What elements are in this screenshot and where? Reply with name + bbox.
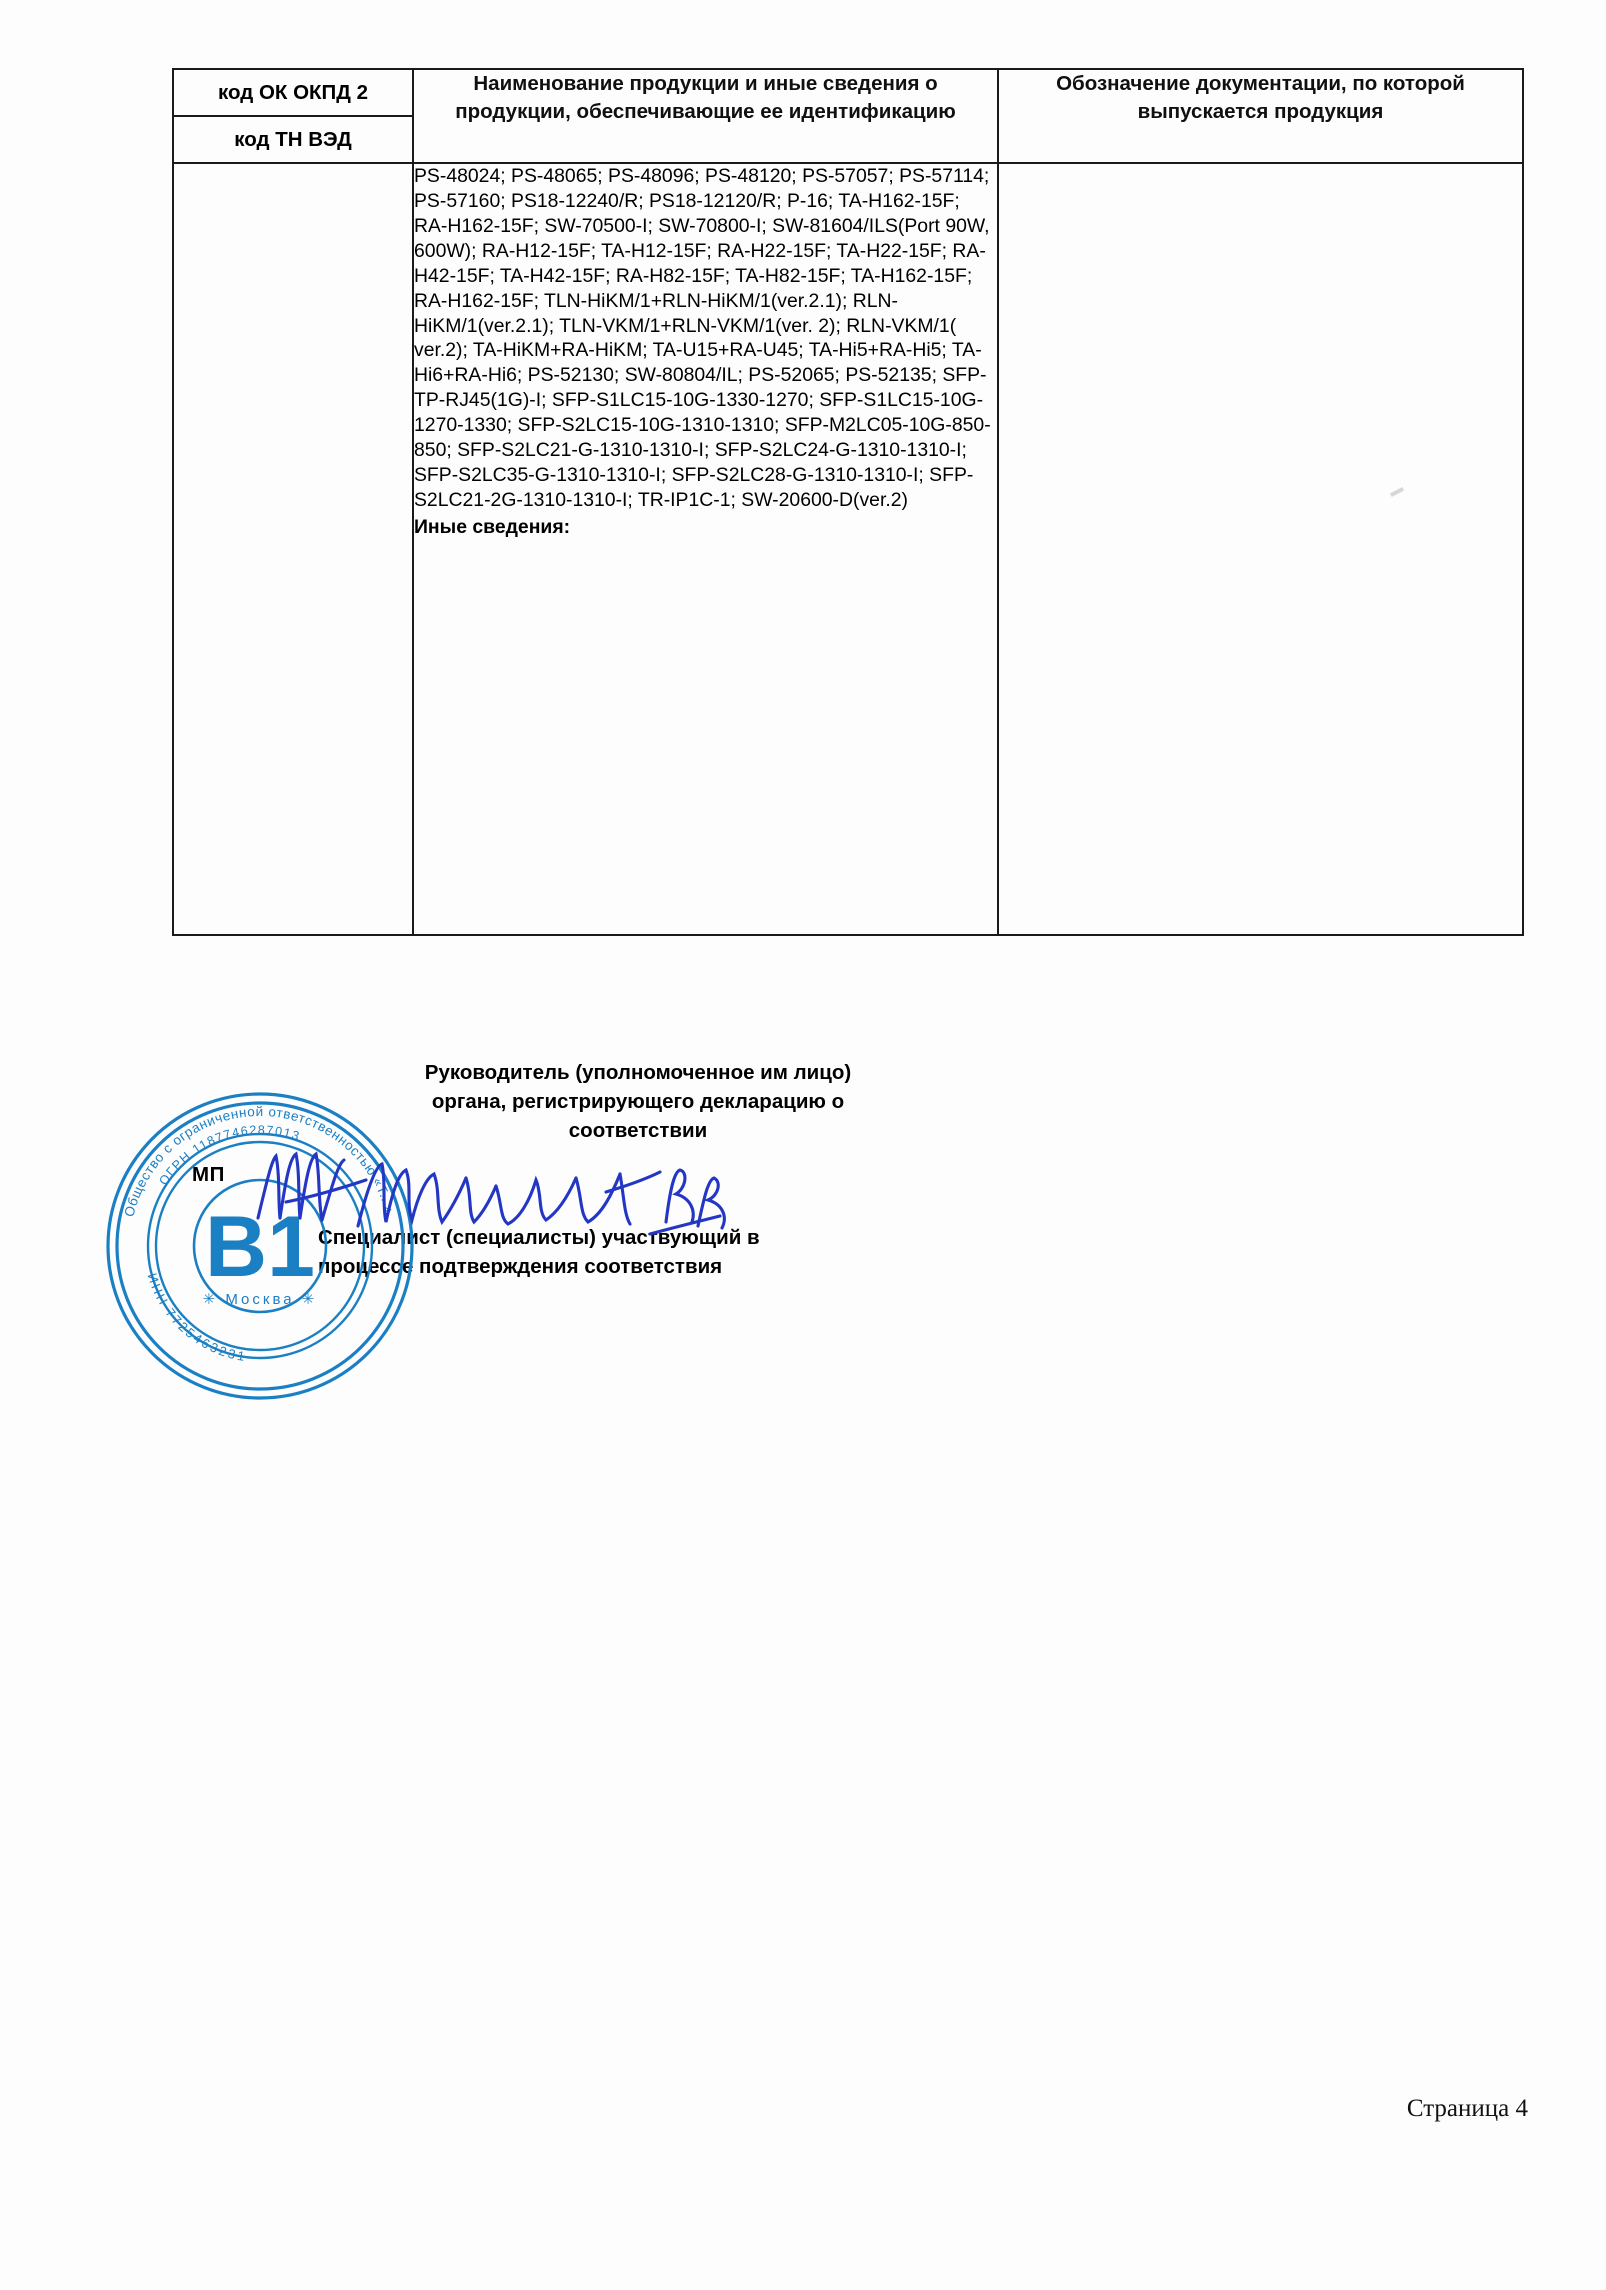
- cell-documentation: [998, 163, 1523, 935]
- cell-codes: [173, 163, 413, 935]
- header-okpd2-label: код ОК ОКПД 2: [174, 70, 412, 117]
- head-line-2: органа, регистрирующего декларацию о: [431, 1090, 845, 1114]
- svg-text:ИНН 7725463231: ИНН 7725463231: [144, 1271, 249, 1365]
- svg-text:В1: В1: [205, 1199, 315, 1295]
- svg-text:Общество с ограниченной ответс: Общество с ограниченной ответственностью «Т...»: [121, 1103, 398, 1219]
- table-row: [173, 163, 1523, 935]
- svg-text:ОГРН 1187746287013: ОГРН 1187746287013: [156, 1122, 303, 1188]
- page-number: Страница 4: [1406, 2095, 1528, 2122]
- header-product-name: Наименование продукции и иные сведения о продукции, обеспечивающие ее идентификацию: [413, 69, 998, 163]
- product-table: [172, 68, 1524, 936]
- other-info-label: Иные сведения:: [414, 515, 571, 538]
- header-cell-codes: [173, 69, 413, 163]
- svg-text:✳ Москва ✳: ✳ Москва ✳: [202, 1291, 318, 1308]
- mp-label: МП: [192, 1163, 225, 1186]
- specialist-line-1: Специалист (специалисты) участвующий в: [318, 1226, 760, 1250]
- signature-block: [318, 1058, 958, 1282]
- cell-product-description: [413, 163, 998, 935]
- head-line-3: соответствии: [568, 1119, 708, 1143]
- specialist-line-2: процессе подтверждения соответствия: [318, 1255, 723, 1279]
- table-header-row: [173, 69, 1523, 163]
- header-documentation: Обозначение документации, по которой выпускается продукция: [998, 69, 1523, 163]
- product-table-container: [172, 68, 1522, 936]
- head-line-1: Руководитель (уполномоченное им лицо): [424, 1061, 852, 1084]
- product-list-text: PS-48024; PS-48065; PS-48096; PS-48120; PS-57057; PS-57114; PS-57160; PS18-12240/R; PS18-12120/R; P-16; TA-H162-15F; RA-H162-15F; SW-70500-I; SW-70800-I; SW-81604/ILS(Port 90W, 600W); RA-H12-15F; TA-H12-15F; RA-H22-15F; TA-H22-15F; RA-H42-15F; TA-H42-15F; RA-H82-15F; TA-H82-15F; TA-H162-15F; RA-H162-15F; TLN-HiKM/1+RLN-HiKM/1(ver.2.1); RLN-HiKM/1(ver.2.1); TLN-VKM/1+RLN-VKM/1(ver. 2); RLN-VKM/1( ver.2); TA-HiKM+RA-HiKM; TA-U15+RA-U45; TA-Hi5+RA-Hi5; TA-Hi6+RA-Hi6; PS-52130; SW-80804/IL; PS-52065; PS-52135; SFP-TP-RJ45(1G)-I; SFP-S1LC15-10G-1330-1270; SFP-S1LC15-10G-1270-1330; SFP-S2LC15-10G-1310-1310; SFP-M2LC05-10G-850-850; SFP-S2LC21-G-1310-1310-I; SFP-S2LC24-G-1310-1310-I; SFP-S2LC35-G-1310-1310-I; SFP-S2LC28-G-1310-1310-I; SFP-S2LC21-2G-1310-1310-I; TR-IP1C-1; SW-20600-D(ver.2): [414, 165, 991, 511]
- header-tnved-label: код ТН ВЭД: [234, 128, 352, 151]
